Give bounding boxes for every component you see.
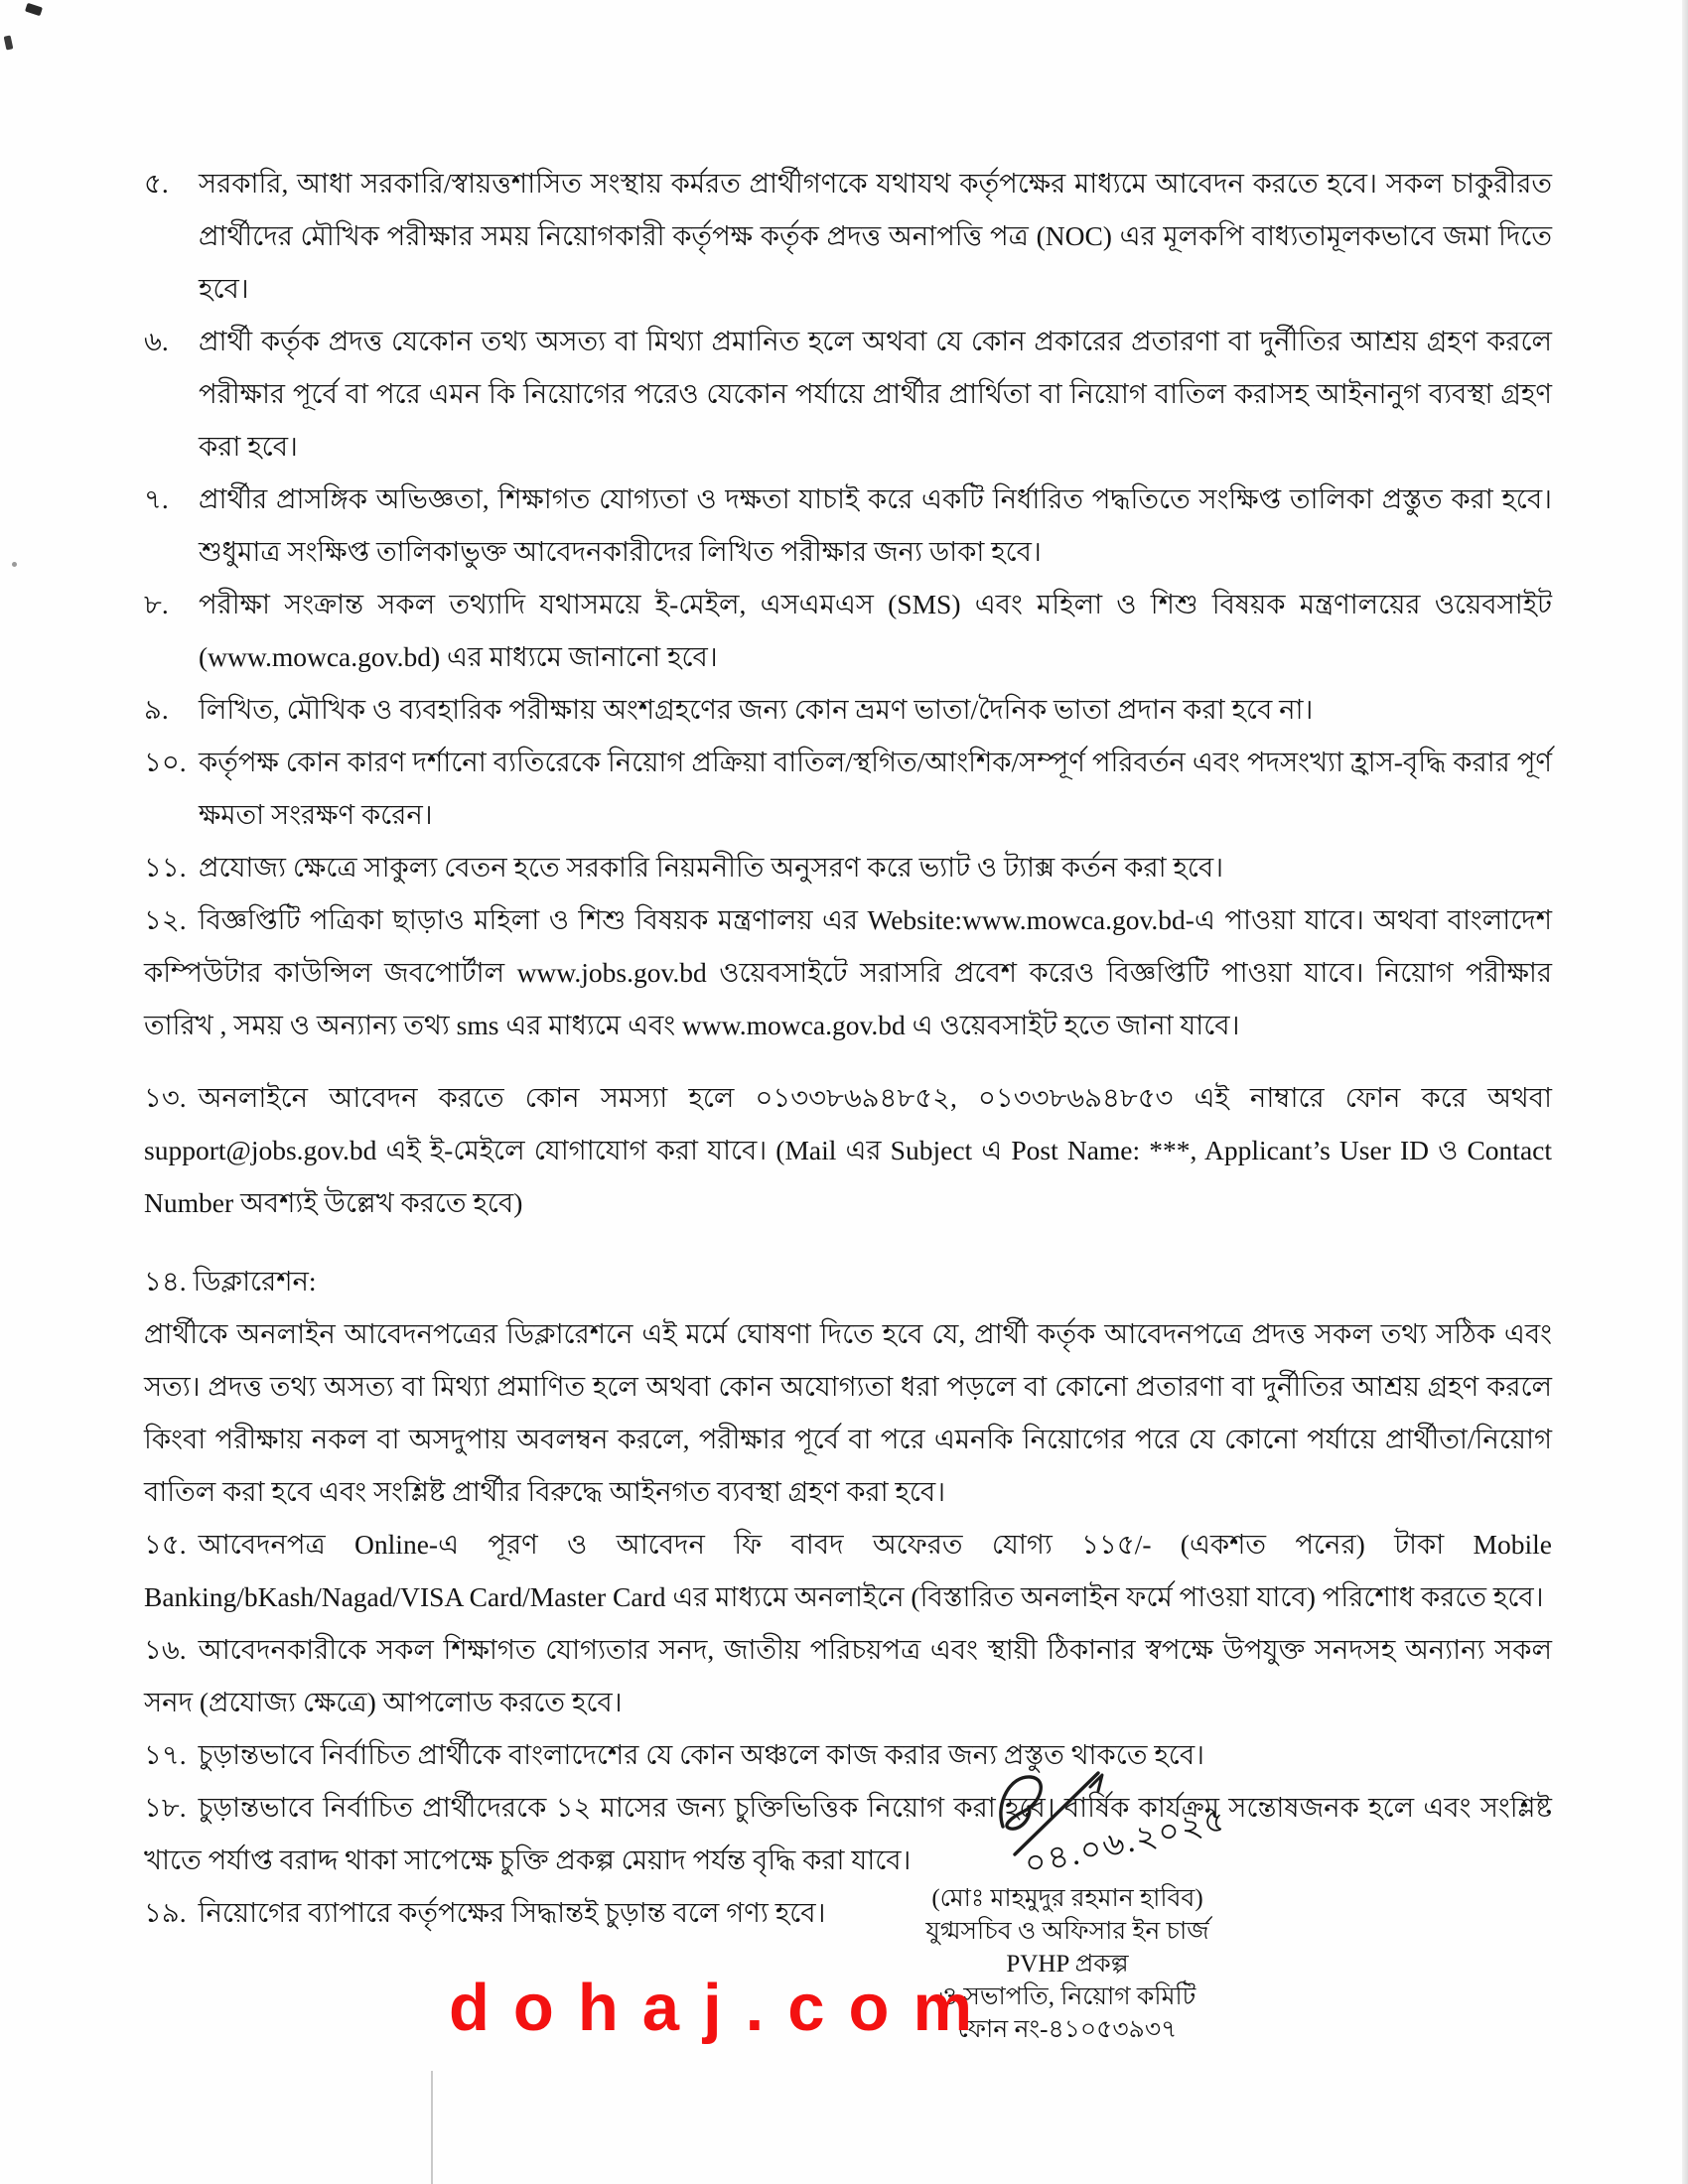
term-18 bbox=[144, 1781, 1552, 1886]
terms-list bbox=[144, 157, 1552, 1939]
term-16-number: ১৬. bbox=[144, 1634, 187, 1665]
term-9-text: লিখিত, মৌখিক ও ব্যবহারিক পরীক্ষায় অংশগ্রহণের জন্য কোন ভ্রমণ ভাতা/দৈনিক ভাতা প্রদান করা হবে না। bbox=[199, 694, 1314, 725]
term-18-number: ১৮. bbox=[144, 1792, 187, 1823]
term-15 bbox=[144, 1518, 1552, 1623]
declaration-heading: ১৪. ডিক্লারেশন: bbox=[144, 1266, 317, 1297]
term-12-text: বিজ্ঞপ্তিটি পত্রিকা ছাড়াও মহিলা ও শিশু বিষয়ক মন্ত্রণালয় এর Website:www.mowca.gov.bd-এ পাওয়া যাবে। অথবা বাংলাদেশ কম্পিউটার কাউন্সিল জবপোর্টাল www.jobs.gov.bd ওয়েবসাইটে সরাসরি প্রবেশ করেও বিজ্ঞপ্তিটি পাওয়া যাবে। নিয়োগ পরীক্ষার তারিখ , সময় ও অন্যান্য তথ্য sms এর মাধ্যমে এবং www.mowca.gov.bd এ ওয়েবসাইট হতে জানা যাবে। bbox=[144, 904, 1552, 1040]
term-16-text: আবেদনকারীকে সকল শিক্ষাগত যোগ্যতার সনদ, জাতীয় পরিচয়পত্র এবং স্থায়ী ঠিকানার স্বপক্ষে উপযুক্ত সনদসহ অন্যান্য সকল সনদ (প্রযোজ্য ক্ষেত্রে) আপলোড করতে হবে। bbox=[144, 1634, 1552, 1717]
term-11-number: ১১. bbox=[144, 852, 187, 883]
term-15-number: ১৫. bbox=[144, 1529, 187, 1560]
term-15-text: আবেদনপত্র Online-এ পূরণ ও আবেদন ফি বাবদ অফেরত যোগ্য ১১৫/- (একশত পনের) টাকা Mobile Banking/bKash/Nagad/VISA Card/Master Card এর মাধ্যমে অনলাইনে (বিস্তারিত অনলাইন ফর্মে পাওয়া যাবে) পরিশোধ করতে হবে। bbox=[144, 1529, 1552, 1612]
scan-speck bbox=[12, 562, 17, 567]
signatory-title-1: যুগ্মসচিব ও অফিসার ইন চার্জ bbox=[925, 1918, 1209, 1945]
scan-speck bbox=[25, 3, 43, 17]
term-12-number: ১২. bbox=[144, 904, 187, 935]
term-11 bbox=[144, 841, 1552, 893]
term-10-text: কর্তৃপক্ষ কোন কারণ দর্শানো ব্যতিরেকে নিয়োগ প্রক্রিয়া বাতিল/স্থগিত/আংশিক/সম্পূর্ণ পরিবর্তন এবং পদসংখ্যা হ্রাস-বৃদ্ধি করার পূর্ণ ক্ষমতা সংরক্ষণ করেন। bbox=[199, 747, 1552, 830]
signature-date: ০৪.০৬.২০২৫ bbox=[1021, 1802, 1231, 1883]
term-19-number: ১৯. bbox=[144, 1897, 187, 1928]
term-18-text: চুড়ান্তভাবে নির্বাচিত প্রার্থীদেরকে ১২ মাসের জন্য চুক্তিভিত্তিক নিয়োগ করা হবে। বার্ষিক কার্যক্রম সন্তোষজনক হলে এবং সংশ্লিষ্ট খাতে পর্যাপ্ত বরাদ্দ থাকা সাপেক্ষে চুক্তি প্রকল্প মেয়াদ পর্যন্ত বৃদ্ধি করা যাবে। bbox=[144, 1792, 1552, 1875]
term-13 bbox=[144, 1071, 1552, 1229]
term-13-text: অনলাইনে আবেদন করতে কোন সমস্যা হলে ০১৩৩৮৬৯৪৮৫২, ০১৩৩৮৬৯৪৮৫৩ এই নাম্বারে ফোন করে অথবা support@jobs.gov.bd এই ই-মেইলে যোগাযোগ করা যাবে। (Mail এর Subject এ Post Name: ***, Applicant’s User ID ও Contact Number অবশ্যই উল্লেখ করতে হবে) bbox=[144, 1082, 1552, 1218]
term-5 bbox=[144, 157, 1552, 315]
term-17-text: চুড়ান্তভাবে নির্বাচিত প্রার্থীকে বাংলাদেশের যে কোন অঞ্চলে কাজ করার জন্য প্রস্তুত থাকতে হবে। bbox=[198, 1739, 1204, 1770]
term-6-text: প্রার্থী কর্তৃক প্রদত্ত যেকোন তথ্য অসত্য বা মিথ্যা প্রমানিত হলে অথবা যে কোন প্রকারের প্রতারণা বা দুর্নীতির আশ্রয় গ্রহণ করলে পরীক্ষার পূর্বে বা পরে এমন কি নিয়োগের পরেও যেকোন পর্যায়ে প্রার্থীর প্রার্থিতা বা নিয়োগ বাতিল করাসহ আইনানুগ ব্যবস্থা গ্রহণ করা হবে। bbox=[199, 326, 1552, 462]
term-6 bbox=[144, 315, 1552, 473]
term-10 bbox=[144, 736, 1552, 841]
signatory-title-2: PVHP প্রকল্প bbox=[1006, 1951, 1129, 1978]
term-5-number: ৫. bbox=[144, 168, 169, 199]
term-8 bbox=[144, 578, 1552, 683]
term-9-number: ৯. bbox=[144, 694, 169, 725]
term-17-number: ১৭. bbox=[144, 1739, 187, 1770]
term-19-text: নিয়োগের ব্যাপারে কর্তৃপক্ষের সিদ্ধান্তই চুড়ান্ত বলে গণ্য হবে। bbox=[198, 1897, 826, 1928]
signatory-title-3: ও সভাপতি, নিয়োগ কমিটি bbox=[938, 1983, 1196, 2010]
scan-line bbox=[431, 2071, 433, 2184]
term-10-number: ১০. bbox=[144, 747, 187, 777]
term-8-text: পরীক্ষা সংক্রান্ত সকল তথ্যাদি যথাসময়ে ই-মেইল, এসএমএস (SMS) এবং মহিলা ও শিশু বিষয়ক মন্ত্রণালয়ের ওয়েবসাইট (www.mowca.gov.bd) এর মাধ্যমে জানানো হবে। bbox=[199, 589, 1552, 672]
term-8-number: ৮. bbox=[144, 589, 169, 619]
declaration-body: প্রার্থীকে অনলাইন আবেদনপত্রের ডিক্লারেশনে এই মর্মে ঘোষণা দিতে হবে যে, প্রার্থী কর্তৃক আবেদনপত্রে প্রদত্ত সকল তথ্য সঠিক এবং সত্য। প্রদত্ত তথ্য অসত্য বা মিথ্যা প্রমাণিত হলে অথবা কোন অযোগ্যতা ধরা পড়লে বা কোনো প্রতারণা বা দুর্নীতির আশ্রয় গ্রহণ করলে কিংবা পরীক্ষায় নকল বা অসদুপায় অবলম্বন করলে, পরীক্ষার পূর্বে বা পরে এমনকি নিয়োগের পরে যে কোনো পর্যায়ে প্রার্থীতা/নিয়োগ বাতিল করা হবে এবং সংশ্লিষ্ট প্রার্থীর বিরুদ্ধে আইনগত ব্যবস্থা গ্রহণ করা হবে। bbox=[144, 1318, 1552, 1507]
term-16 bbox=[144, 1623, 1552, 1728]
term-11-text: প্রযোজ্য ক্ষেত্রে সাকুল্য বেতন হতে সরকারি নিয়মনীতি অনুসরণ করে ভ্যাট ও ট্যাক্স কর্তন করা হবে। bbox=[199, 852, 1224, 883]
scan-speck bbox=[4, 35, 14, 50]
signatory-phone: ফোন নং-৪১০৫৩৯৩৭ bbox=[957, 2016, 1178, 2043]
term-7 bbox=[144, 473, 1552, 578]
term-13-number: ১৩. bbox=[144, 1082, 187, 1113]
dohaj-watermark: dohaj.com bbox=[449, 1971, 997, 2045]
scan-edge bbox=[1682, 0, 1688, 2184]
signature-graphic bbox=[874, 1765, 1261, 1882]
term-5-text: সরকারি, আধা সরকারি/স্বায়ত্তশাসিত সংস্থায় কর্মরত প্রার্থীগণকে যথাযথ কর্তৃপক্ষের মাধ্যমে আবেদন করতে হবে। সকল চাকুরীরত প্রার্থীদের মৌখিক পরীক্ষার সময় নিয়োগকারী কর্তৃপক্ষ কর্তৃক প্রদত্ত অনাপত্তি পত্র (NOC) এর মূলকপি বাধ্যতামূলকভাবে জমা দিতে হবে। bbox=[199, 168, 1552, 304]
term-7-text: প্রার্থীর প্রাসঙ্গিক অভিজ্ঞতা, শিক্ষাগত যোগ্যতা ও দক্ষতা যাচাই করে একটি নির্ধারিত পদ্ধতিতে সংক্ষিপ্ত তালিকা প্রস্তুত করা হবে। শুধুমাত্র সংক্ষিপ্ত তালিকাভুক্ত আবেদনকারীদের লিখিত পরীক্ষার জন্য ডাকা হবে। bbox=[199, 483, 1552, 567]
term-9 bbox=[144, 683, 1552, 736]
term-12 bbox=[144, 893, 1552, 1051]
term-19 bbox=[144, 1886, 1552, 1939]
signatory-name: (মোঃ মাহমুদুর রহমান হাবিব) bbox=[931, 1885, 1203, 1912]
term-17 bbox=[144, 1728, 1552, 1781]
term-7-number: ৭. bbox=[144, 483, 169, 514]
term-6-number: ৬. bbox=[144, 326, 169, 356]
